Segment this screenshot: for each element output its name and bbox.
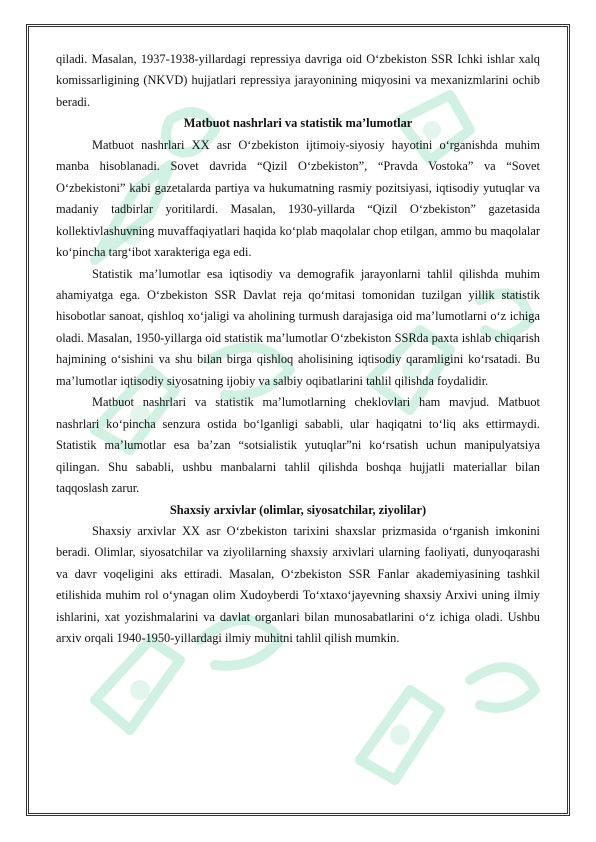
paragraph-continued: qiladi. Masalan, 1937-1938-yillardagi repressiya davriga oid O‘zbekiston SSR Ichki ishlar xalq komissarligining (NKVD) hujjatlari repressiya jarayonining miqyosini va mexanizmlarini ochib beradi. [56, 52, 540, 109]
paragraph-press: Matbuot nashrlari XX asr O‘zbekiston ijtimoiy-siyosiy hayotini o‘rganishda muhim manba hisoblanadi. Sovet davrida “Qizil O‘zbekiston”, “Pravda Vostoka” va “Sovet O‘zbekistoni” kabi gazetalarda partiya va hukumatning rasmiy pozitsiyasi, iqtisodiy yutuqlar va madaniy tadbirlar yoritilardi. Masalan, 1930-yillarda “Qizil O‘zbekiston” gazetasida kollektivlashuvning muvaffaqiyatlari haqida ko‘plab maqolalar chop etilgan, ammo bu maqolalar ko‘pincha targ‘ibot xarakteriga ega edi. [56, 137, 540, 260]
paragraph-limitations: Matbuot nashrlari va statistik ma’lumotlarning cheklovlari ham mavjud. Matbuot nashrlari ko‘pincha senzura ostida bo‘lganligi sababli, ular haqiqatni to‘liq aks ettirmaydi. Statistik ma’lumotlar esa ba’zan “sotsialistik yutuqlar”ni ko‘rsatish uchun manipulyatsiya qilingan. Shu sababli, ushbu manbalarni tahlil qilishda boshqa hujjatli materiallar bilan taqqoslash zarur. [56, 395, 540, 496]
paragraph-personal-archives: Shaxsiy arxivlar XX asr O‘zbekiston tarixini shaxslar prizmasida o‘rganish imkonini beradi. Olimlar, siyosatchilar va ziyolilarning shaxsiy arxivlari ularning faoliyati, dunyoqarashi va davr voqeligini aks ettiradi. Masalan, O‘zbekiston SSR Fanlar akademiyasining tashkil etilishida muhim rol o‘ynagan olim Xudoyberdi To‘xtaxo‘jayevning shaxsiy Arxivi uning ilmiy ishlarini, xat yozishmalarini va davlat organlari bilan munosabatlarini o‘z ichiga oladi. Ushbu arxiv orqali 1940-1950-yillardagi ilmiy muhitni tahlil qilish mumkin. [56, 523, 540, 646]
section-heading-personal-archives: Shaxsiy arxivlar (olimlar, siyosatchilar, ziyolilar) [169, 502, 427, 517]
paragraph-statistics: Statistik ma’lumotlar esa iqtisodiy va demografik jarayonlarni tahlil qilishda muhim ahamiyatga ega. O‘zbekiston SSR Davlat reja qo‘mitasi tomonidan tuzilgan yillik statistik hisobotlar sanoat, qishloq xo‘jaligi va aholining turmush darajasiga oid ma’lumotlarni o‘z ichiga oladi. Masalan, 1950-yillarga oid statistik ma’lumotlar O‘zbekiston SSRda paxta ishlab chiqarish hajmining o‘sishini va shu bilan birga qishloq aholisining iqtisodiy qaramligini ko‘rsatadi. Bu ma’lumotlar iqtisodiy siyosatning ijobiy va salbiy oqibatlarini tahlil qilishda foydalidir. [56, 266, 540, 388]
section-heading-press-statistics: Matbuot nashrlari va statistik ma’lumotlar [183, 116, 413, 131]
document-body [56, 49, 540, 650]
